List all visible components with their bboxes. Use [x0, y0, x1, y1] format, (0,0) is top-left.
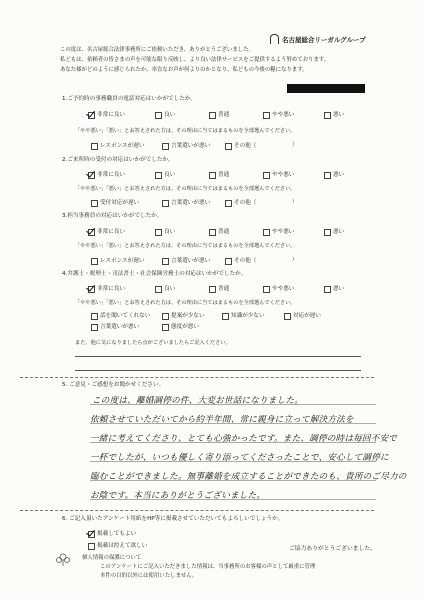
privacy-flower-icon — [54, 551, 72, 567]
checkbox[interactable] — [88, 112, 95, 119]
q2-reason-close: ） — [292, 199, 298, 205]
firm-logo — [270, 34, 366, 44]
q3-reason-2[interactable]: 言葉遣いが悪い — [162, 258, 210, 265]
section-divider-top — [20, 377, 374, 378]
q4-option-3[interactable]: 普通 — [209, 286, 229, 293]
comment-line-1[interactable] — [75, 356, 361, 357]
q3-option-4[interactable]: やや悪い — [263, 229, 294, 236]
q4-reason-3[interactable]: 知識が少ない — [222, 313, 265, 320]
q4-text: 弁護士・税理士・司法書士・社会保険労務士の対応はいかがでしたか。 — [67, 271, 247, 277]
intro-line-3: あなた様がどのように感じられたか、率直なお声が何よりのかとなり、私どもの今後の糧になります。 — [60, 67, 308, 73]
q2-option-4[interactable]: やや悪い — [263, 172, 294, 179]
q3-option-5[interactable]: 悪い — [324, 229, 344, 236]
q4-reason-5[interactable]: 言葉遣いが悪い — [91, 324, 139, 331]
q4-reason-4[interactable]: 対応が遅い — [284, 313, 321, 320]
q4-option-5[interactable]: 悪い — [324, 286, 344, 293]
q3-followup: 「やや悪い」「悪い」とお答えされた方は、その理由に当てはまるものを全部選んでください。 — [75, 243, 296, 249]
q4-reason-1[interactable]: 話を聞いてくれない — [91, 313, 150, 320]
q1-option-4[interactable]: やや悪い — [263, 112, 294, 119]
section-divider-bottom — [20, 510, 374, 511]
q4-option-4[interactable]: やや悪い — [263, 286, 294, 293]
logo-text: 名古屋総合リーガルグループ — [282, 35, 366, 44]
redaction-bar — [287, 84, 365, 93]
q2-option-1[interactable]: 非常に良い — [88, 172, 125, 179]
thanks-text: ご協力ありがとうございました。 — [289, 546, 376, 552]
q3-option-3[interactable]: 普通 — [209, 229, 229, 236]
checkbox[interactable] — [88, 543, 95, 550]
intro-line-1: この度は、名古屋総合法律事務所にご依頼いただき、ありがとうございました。 — [60, 47, 254, 53]
q4-option-1[interactable]: 非常に良い — [88, 286, 125, 293]
q1-reason-1[interactable]: レスポンスが遅い — [91, 143, 144, 150]
q2-reason-3[interactable]: その他（ — [225, 200, 256, 207]
q4-followup: 「やや悪い」「悪い」とお答えされた方は、その理由に当てはまるものを全部選んでください。 — [75, 300, 296, 306]
checkbox[interactable] — [88, 531, 95, 538]
handwritten-line-2: 依頼させていただいてから約半年間、常に親身に立って解決方法を — [90, 415, 354, 425]
checkbox[interactable] — [155, 112, 162, 119]
handwritten-line-5: 臨むことができました。無事離婚を成立することができたのも、貴所のご尽力の — [90, 472, 407, 482]
q1-option-1[interactable]: 非常に良い — [88, 112, 125, 119]
q4-reason-2[interactable]: 提案が少ない — [162, 313, 205, 320]
handwritten-line-1: この度は、離婚調停の件、大変お世話になりました。 — [92, 396, 304, 406]
q1-reason-3[interactable]: その他（ — [225, 143, 256, 150]
q1-text: ご予約時の事務職員の電話対応はいかがでしたか。 — [67, 96, 197, 102]
handwritten-line-6: お陰です。本当にありがとうございました。 — [90, 491, 266, 501]
comment-line-2[interactable] — [75, 370, 361, 371]
section6-title: 6. ご記入頂いたアンケート用紙をHP等に掲載させていただいてもよろしいでしょうか。 — [62, 516, 284, 522]
q2-option-3[interactable]: 普通 — [209, 172, 229, 179]
q3-option-1[interactable]: 非常に良い — [88, 229, 125, 236]
handwritten-line-4: 一杯でしたが、いつも優しく寄り添ってくださったことで、安心して調停に — [90, 453, 389, 463]
q1-reason-close: ） — [292, 142, 298, 148]
q2-option-5[interactable]: 悪い — [324, 172, 344, 179]
privacy-line-2: 本件の目的以外には使用いたしません。 — [100, 573, 198, 579]
intro-line-2: 私どもは、依頼者の皆さまの声を可能な限り反映し、より良い法律サービスをご提供するよう努めております。 — [60, 57, 330, 63]
q3-number: 3. — [62, 213, 68, 219]
q4-reason-6[interactable]: 態度が悪い — [162, 324, 199, 331]
q1-reason-2[interactable]: 言葉遣いが悪い — [162, 143, 210, 150]
handwritten-line-3: 一緒に考えてくださり、とても心強かったです。また、調停の時は毎回不安で — [90, 434, 398, 444]
q4-number: 4. — [62, 271, 68, 277]
other-comment-prompt: また、他に気になりましたら点がございましたらご記入ください。 — [75, 340, 231, 346]
q1-option-3[interactable]: 普通 — [209, 112, 229, 119]
section5-title: 5. ご意見・ご感想をお聞かせください。 — [62, 382, 165, 388]
q3-reason-3[interactable]: その他（ — [225, 258, 256, 265]
q2-option-2[interactable]: 良い — [155, 172, 175, 179]
publish-allow-option[interactable]: 掲載してもよい — [88, 531, 136, 538]
checkbox[interactable] — [209, 112, 216, 119]
checkbox[interactable] — [263, 112, 270, 119]
q2-reason-1[interactable]: 受付対応が遅い — [91, 200, 139, 207]
q3-option-2[interactable]: 良い — [155, 229, 175, 236]
privacy-line-1: このアンケートにご記入いただきました情報は、当事務所のお客様の声として厳重に管理 — [100, 564, 316, 570]
q3-reason-1[interactable]: レスポンスが遅い — [91, 258, 144, 265]
checkbox[interactable] — [324, 112, 331, 119]
q2-text: ご来所時の受付の対応はいかがでしたか。 — [67, 157, 174, 163]
publish-decline-option[interactable]: 掲載は控えて欲しい — [88, 543, 147, 550]
q1-option-2[interactable]: 良い — [155, 112, 175, 119]
privacy-title: 個人情報の保護について — [82, 555, 142, 561]
q2-number: 2. — [62, 157, 68, 163]
q2-followup: 「やや悪い」「悪い」とお答えされた方は、その理由に当てはまるものを全部選んでください。 — [75, 186, 296, 192]
q3-text: 担当事務員の対応はいかがでしたか。 — [67, 213, 163, 219]
q1-followup: 「やや悪い」「悪い」とお答えされた方は、その理由に当てはまるものを全部選んでください。 — [75, 128, 296, 134]
q1-number: 1. — [62, 96, 68, 102]
q4-option-2[interactable]: 良い — [155, 286, 175, 293]
q3-reason-close: ） — [292, 257, 298, 263]
q1-option-5[interactable]: 悪い — [324, 112, 344, 119]
q2-reason-2[interactable]: 言葉遣いが悪い — [162, 200, 210, 207]
logo-mark-icon — [270, 34, 279, 44]
